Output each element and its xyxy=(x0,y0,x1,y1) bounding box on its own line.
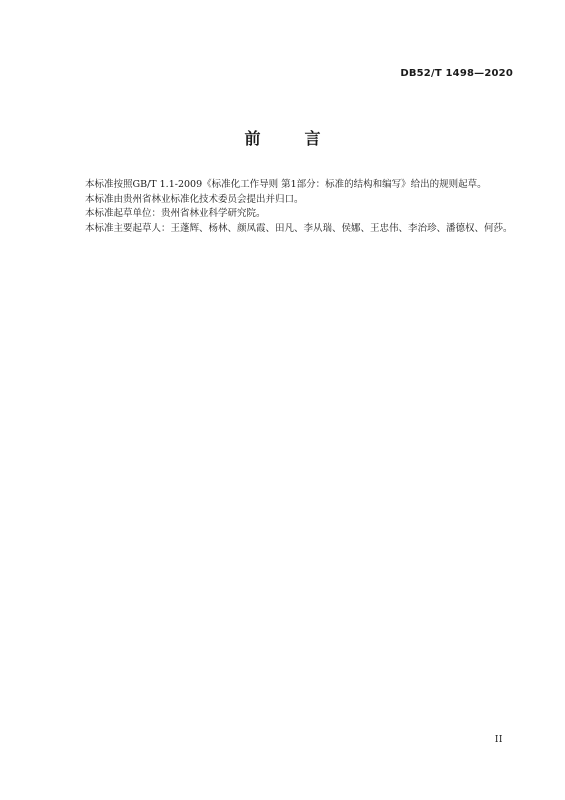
page-title: 前 言 xyxy=(244,129,335,148)
foreword-body xyxy=(66,178,516,236)
standard-code: DB52/T 1498—2020 xyxy=(400,68,513,79)
paragraph-proposed-by: 本标准由贵州省林业标准化技术委员会提出并归口。 xyxy=(85,193,304,205)
paragraph-drafting-rules: 本标准按照GB/T 1.1-2009《标准化工作导则 第1部分：标准的结构和编写》给出的规则起草。 xyxy=(85,179,487,190)
page-number: II xyxy=(494,735,503,745)
paragraph-drafting-unit: 本标准起草单位：贵州省林业科学研究院。 xyxy=(85,208,266,219)
paragraph-drafters: 本标准主要起草人：王蓬辉、杨林、颜凤霞、田凡、李从瑞、侯娜、王忠伟、李治珍、潘德权、何莎。 xyxy=(85,222,513,234)
